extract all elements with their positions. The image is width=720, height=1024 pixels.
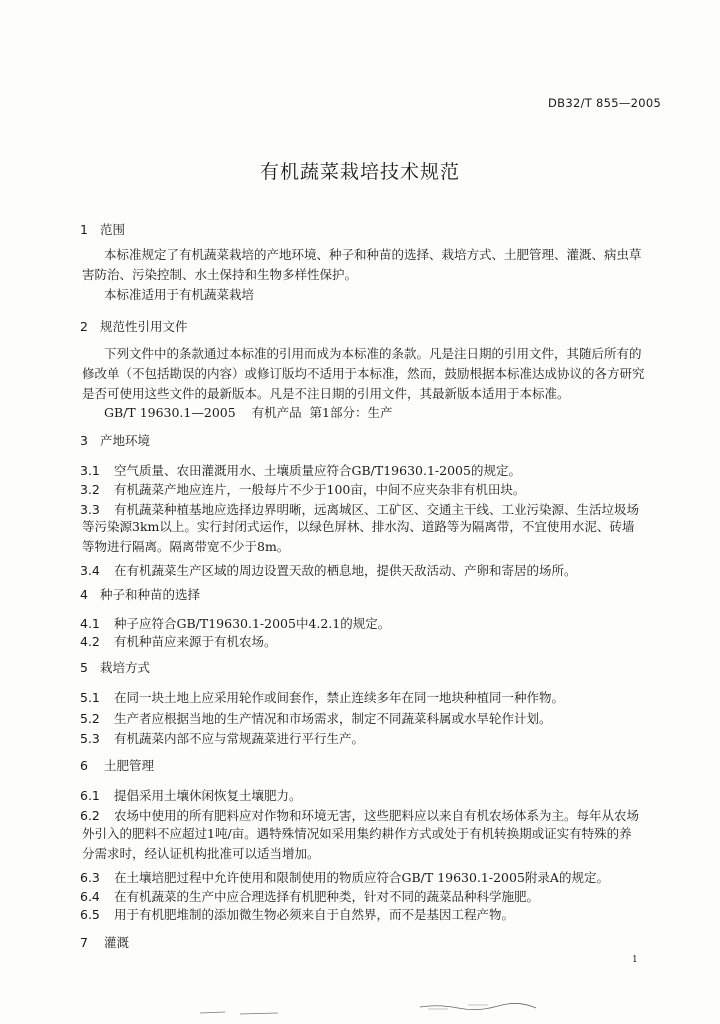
section-7-heading <box>80 933 129 951</box>
clause-5-3 <box>80 729 364 747</box>
section-3-heading <box>80 431 150 449</box>
clause-text: 在同一块土地上应采用轮作或间套作，禁止连续多年在同一地块种植同一种作物。 <box>114 690 565 705</box>
clause-number: 4.1 <box>80 616 100 631</box>
clause-6-3 <box>80 868 609 886</box>
clause-number: 6.2 <box>80 808 100 823</box>
clause-number: 4.2 <box>80 634 100 649</box>
document-title: 有机蔬菜栽培技术规范 <box>259 161 460 183</box>
section-6-heading <box>80 756 154 774</box>
section-title: 灌溉 <box>104 935 130 950</box>
clause-text: 有机蔬菜产地应连片，一般每片不少于100亩，中间不应夹杂非有机田块。 <box>114 482 526 497</box>
clause-number: 3.2 <box>80 482 100 497</box>
clause-text: 种子应符合GB/T19630.1-2005中4.2.1的规定。 <box>114 616 391 631</box>
clause-text: 空气质量、农田灌溉用水、土壤质量应符合GB/T19630.1-2005的规定。 <box>114 463 521 478</box>
clause-3-2 <box>80 480 525 498</box>
section-5-heading <box>80 658 150 676</box>
paragraph-line: 是否可使用这些文件的最新版本。凡是不注日期的引用文件，其最新版本适用于本标准。 <box>82 386 570 401</box>
section-title: 产地环境 <box>100 433 151 448</box>
clause-text: 有机种苗应来源于有机农场。 <box>114 634 277 649</box>
clause-6-1 <box>80 786 302 804</box>
clause-6-5 <box>80 905 514 923</box>
clause-text: 提倡采用土壤休闲恢复土壤肥力。 <box>114 788 302 803</box>
scan-artifact <box>418 1003 538 1011</box>
section-4-heading <box>80 585 200 603</box>
section-title: 栽培方式 <box>100 660 151 675</box>
paragraph-line: 害防治、污染控制、水土保持和生物多样性保护。 <box>82 267 358 282</box>
normative-reference: GB/T 19630.1—2005 有机产品 第1部分：生产 <box>104 405 393 420</box>
section-number: 7 <box>80 935 88 950</box>
clause-text: 在土壤培肥过程中允许使用和限制使用的物质应符合GB/T 19630.1-2005附录A的规定。 <box>114 870 609 885</box>
clause-text: 生产者应根据当地的生产情况和市场需求，制定不同蔬菜科属或水旱轮作计划。 <box>114 711 552 726</box>
clause-text: 农场中使用的所有肥料应对作物和环境无害，这些肥料应以来自有机农场体系为主。每年从农场 <box>114 808 640 823</box>
section-title: 规范性引用文件 <box>100 319 188 334</box>
paragraph-line: 本标准规定了有机蔬菜栽培的产地环境、种子和种苗的选择、栽培方式、土肥管理、灌溉、病虫草 <box>104 247 642 262</box>
paragraph-line: 等物进行隔离。隔离带宽不少于8m。 <box>82 539 290 554</box>
section-2-heading <box>80 317 188 335</box>
section-title: 范围 <box>100 222 126 237</box>
section-number: 6 <box>80 758 88 773</box>
clause-text: 有机蔬菜内部不应与常规蔬菜进行平行生产。 <box>114 731 365 746</box>
clause-text: 有机蔬菜种植基地应选择边界明晰，远离城区、工矿区、交通主干线、工业污染源、生活垃圾场 <box>114 502 640 517</box>
paragraph-line: 外引入的肥料不应超过1吨/亩。遇特殊情况如采用集约耕作方式或处于有机转换期或证实有特殊的养 <box>82 826 632 841</box>
paragraph-line: 下列文件中的条款通过本标准的引用而成为本标准的条款。凡是注日期的引用文件，其随后所有的 <box>104 346 642 361</box>
clause-number: 6.4 <box>80 889 100 904</box>
section-number: 5 <box>80 660 88 675</box>
paragraph-line: 本标准适用于有机蔬菜栽培 <box>104 287 255 302</box>
clause-number: 3.3 <box>80 502 100 517</box>
clause-number: 6.3 <box>80 870 100 885</box>
clause-number: 6.1 <box>80 788 100 803</box>
clause-number: 5.2 <box>80 711 100 726</box>
section-title: 种子和种苗的选择 <box>100 587 201 602</box>
paragraph-line: 分需求时，经认证机构批准可以适当增加。 <box>82 846 320 861</box>
clause-3-3 <box>80 500 639 518</box>
section-number: 1 <box>80 222 88 237</box>
clause-4-1 <box>80 614 390 632</box>
clause-number: 6.5 <box>80 907 100 922</box>
section-1-heading <box>80 220 125 238</box>
section-title: 土肥管理 <box>104 758 155 773</box>
scan-artifact <box>200 1010 280 1016</box>
section-number: 4 <box>80 587 88 602</box>
clause-text: 在有机蔬菜的生产中应合理选择有机肥种类，针对不同的蔬菜品种科学施肥。 <box>114 889 540 904</box>
clause-number: 5.1 <box>80 690 100 705</box>
clause-number: 5.3 <box>80 731 100 746</box>
clause-5-2 <box>80 709 552 727</box>
clause-6-4 <box>80 887 539 905</box>
clause-4-2 <box>80 632 277 650</box>
clause-number: 3.4 <box>80 563 100 578</box>
section-number: 3 <box>80 433 88 448</box>
clause-5-1 <box>80 688 564 706</box>
standard-code: DB32/T 855—2005 <box>548 96 662 110</box>
page-number: 1 <box>632 955 638 965</box>
clause-number: 3.1 <box>80 463 100 478</box>
paragraph-line: 等污染源3km以上。实行封闭式运作，以绿色屏林、排水沟、道路等为隔离带，不宜使用水泥、砖墙 <box>82 519 635 534</box>
clause-text: 用于有机肥堆制的添加微生物必须来自于自然界，而不是基因工程产物。 <box>114 907 515 922</box>
paragraph-line: 修改单（不包括勘误的内容）或修订版均不适用于本标准，然而，鼓励根据本标准达成协议的各方研究 <box>82 366 645 381</box>
section-number: 2 <box>80 319 88 334</box>
clause-text: 在有机蔬菜生产区域的周边设置天敌的栖息地，提供天敌活动、产卵和寄居的场所。 <box>114 563 577 578</box>
clause-6-2 <box>80 806 639 824</box>
clause-3-1 <box>80 461 521 479</box>
clause-3-4 <box>80 561 577 579</box>
